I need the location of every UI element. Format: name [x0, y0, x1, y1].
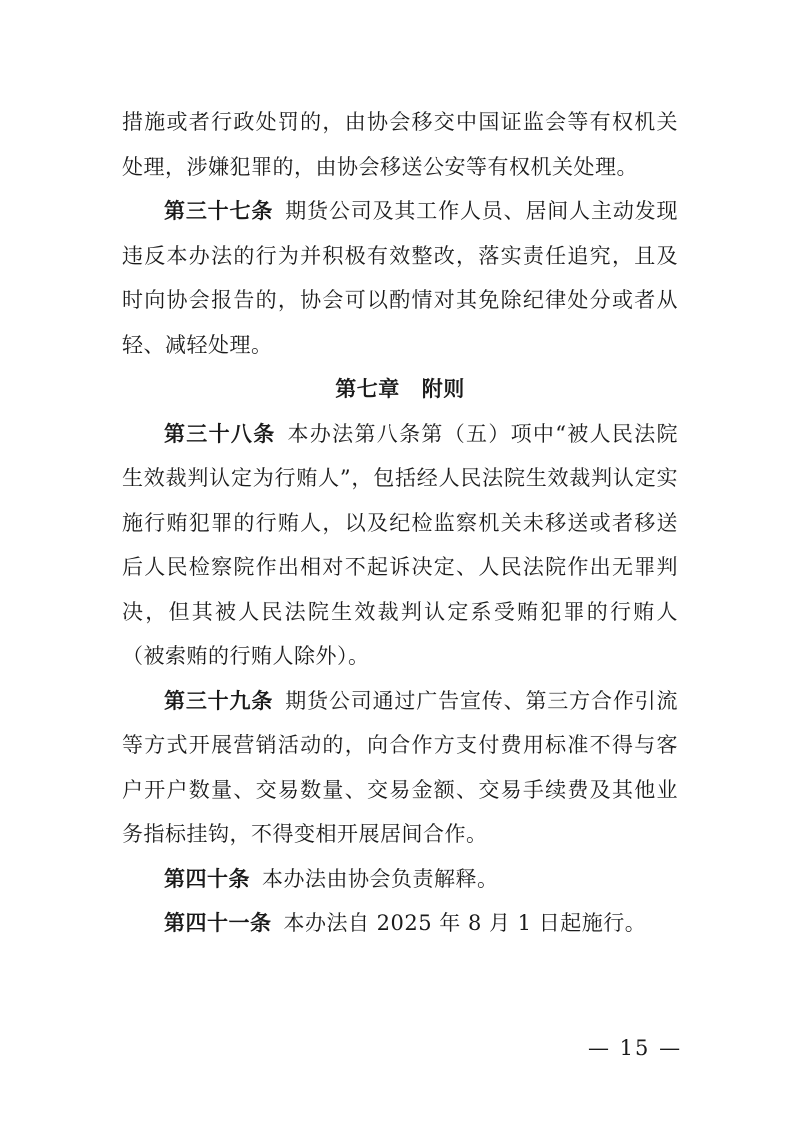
article-text: 期货公司及其工作人员、居间人主动发现违反本办法的行为并积极有效整改，落实责任追究，且及时向协会报告的，协会可以酌情对其免除纪律处分或者从轻、减轻处理。 — [122, 199, 679, 357]
document-body — [122, 100, 678, 946]
page-number: — 15 — — [588, 1036, 683, 1060]
paragraph-text: 措施或者行政处罚的，由协会移交中国证监会等有权机关处理，涉嫌犯罪的，由协会移送公安等有权机关处理。 — [122, 110, 678, 179]
article-40 — [122, 857, 678, 902]
chapter-heading — [122, 367, 678, 412]
chapter-title: 附则 — [421, 377, 465, 401]
article-41 — [122, 901, 678, 946]
article-number: 第四十一条 — [164, 911, 272, 935]
article-39 — [122, 679, 678, 857]
article-number: 第四十条 — [164, 866, 250, 891]
article-text: 本办法由协会负责解释。 — [262, 866, 499, 891]
article-number: 第三十八条 — [164, 421, 276, 446]
article-number: 第三十七条 — [164, 199, 274, 223]
article-text: 本办法自 2025 年 8 月 1 日起施行。 — [283, 911, 647, 935]
paragraph-continuation — [122, 100, 678, 189]
chapter-number: 第七章 — [335, 377, 400, 401]
article-number: 第三十九条 — [164, 688, 274, 713]
article-37 — [122, 189, 678, 367]
article-text: 期货公司通过广告宣传、第三方合作引流等方式开展营销活动的，向合作方支付费用标准不得与客户开户数量、交易数量、交易金额、交易手续费及其他业务指标挂钩，不得变相开展居间合作。 — [122, 688, 679, 846]
article-text: 本办法第八条第（五）项中“被人民法院生效裁判认定为行贿人”，包括经人民法院生效裁判认定实施行贿犯罪的行贿人，以及纪检监察机关未移送或者移送后人民检察院作出相对不起诉决定、人民法院作出无罪判决，但其被人民法院生效裁判认定系受贿犯罪的行贿人（被索贿的行贿人除外）。 — [122, 421, 679, 668]
article-38 — [122, 412, 678, 679]
